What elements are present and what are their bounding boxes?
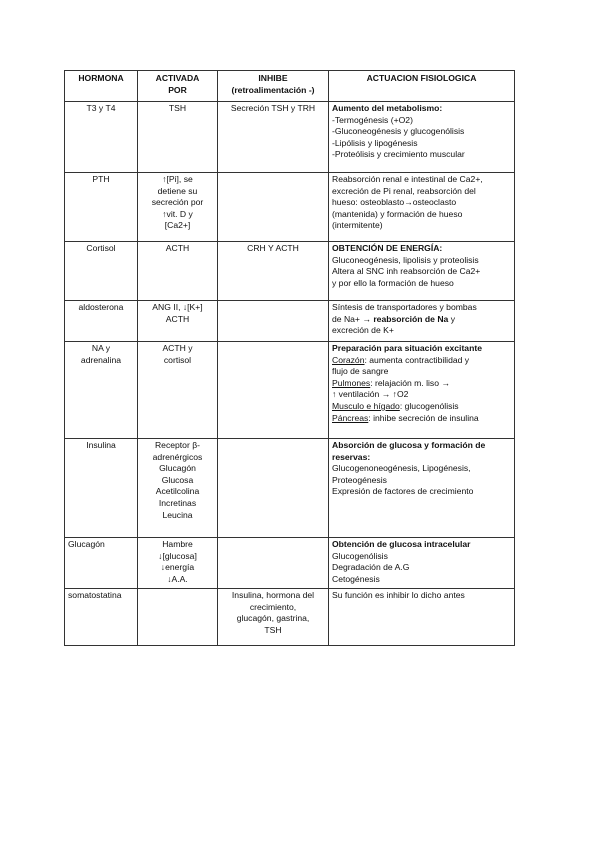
cell-activada-cortisol: ACTH xyxy=(138,242,218,301)
header-actuacion: ACTUACION FISIOLOGICA xyxy=(329,71,515,102)
header-hormona: HORMONA xyxy=(65,71,138,102)
table-row xyxy=(65,173,515,242)
cell-activada-pth: ↑[Pi], se detiene su secreción por ↑vit. D y [Ca2+] xyxy=(138,173,218,242)
table-header-row xyxy=(65,71,515,102)
cell-actuacion-aldosterona: Síntesis de transportadores y bombas de Na+ → reabsorción de Na y excreción de K+ xyxy=(329,301,515,342)
cell-hormona-glucagon: Glucagón xyxy=(65,538,138,589)
cell-inhibe-na-adrenalina xyxy=(218,342,329,439)
cell-actuacion-insulina: Absorción de glucosa y formación de reservas: Glucogenoneogénesis, Lipogénesis, Proteogénesis Expresión de factores de crecimiento xyxy=(329,439,515,538)
cell-inhibe-somatostatina: Insulina, hormona del crecimiento, glucagón, gastrina, TSH xyxy=(218,589,329,646)
table-row xyxy=(65,342,515,439)
header-inhibe: INHIBE (retroalimentación -) xyxy=(218,71,329,102)
header-activada-por: ACTIVADA POR xyxy=(138,71,218,102)
cell-actuacion-glucagon: Obtención de glucosa intracelular Glucogenólisis Degradación de A.G Cetogénesis xyxy=(329,538,515,589)
cell-activada-t3: TSH xyxy=(138,102,218,173)
table-row xyxy=(65,589,515,646)
cell-activada-aldosterona: ANG II, ↓[K+] ACTH xyxy=(138,301,218,342)
hormone-table xyxy=(64,70,515,646)
cell-inhibe-aldosterona xyxy=(218,301,329,342)
cell-hormona-na-adrenalina: NA y adrenalina xyxy=(65,342,138,439)
table-row xyxy=(65,301,515,342)
cell-hormona-somatostatina: somatostatina xyxy=(65,589,138,646)
table-row xyxy=(65,538,515,589)
cell-activada-na-adrenalina: ACTH y cortisol xyxy=(138,342,218,439)
cell-inhibe-t3: Secreción TSH y TRH xyxy=(218,102,329,173)
cell-inhibe-glucagon xyxy=(218,538,329,589)
cell-hormona-t3: T3 y T4 xyxy=(65,102,138,173)
cell-actuacion-somatostatina: Su función es inhibir lo dicho antes xyxy=(329,589,515,646)
cell-inhibe-cortisol: CRH Y ACTH xyxy=(218,242,329,301)
table-row xyxy=(65,102,515,173)
cell-inhibe-insulina xyxy=(218,439,329,538)
cell-activada-insulina: Receptor β- adrenérgicos Glucagón Glucosa Acetilcolina Incretinas Leucina xyxy=(138,439,218,538)
cell-activada-somatostatina xyxy=(138,589,218,646)
cell-actuacion-t3: Aumento del metabolismo: -Termogénesis (+O2) -Gluconeogénesis y glucogenólisis -Lipólisis y lipogénesis -Proteólisis y crecimiento muscular xyxy=(329,102,515,173)
table-row xyxy=(65,242,515,301)
cell-hormona-insulina: Insulina xyxy=(65,439,138,538)
cell-inhibe-pth xyxy=(218,173,329,242)
cell-hormona-cortisol: Cortisol xyxy=(65,242,138,301)
cell-actuacion-pth: Reabsorción renal e intestinal de Ca2+, excreción de Pi renal, reabsorción del hueso: osteoblasto→osteoclasto (mantenida) y formación de hueso (intermitente) xyxy=(329,173,515,242)
cell-hormona-aldosterona: aldosterona xyxy=(65,301,138,342)
table-row xyxy=(65,439,515,538)
cell-activada-glucagon: Hambre ↓[glucosa] ↓energía ↓A.A. xyxy=(138,538,218,589)
cell-actuacion-na-adrenalina: Preparación para situación excitante Corazón: aumenta contractibilidad y flujo de sangre Pulmones: relajación m. liso → ↑ ventilación → ↑O2 Musculo e hígado: glucogenólisis Páncreas: inhibe secreción de insulina xyxy=(329,342,515,439)
cell-actuacion-cortisol: OBTENCIÓN DE ENERGÍA: Gluconeogénesis, lipolisis y proteolisis Altera al SNC inh reabsorción de Ca2+ y por ello la formación de hueso xyxy=(329,242,515,301)
cell-hormona-pth: PTH xyxy=(65,173,138,242)
